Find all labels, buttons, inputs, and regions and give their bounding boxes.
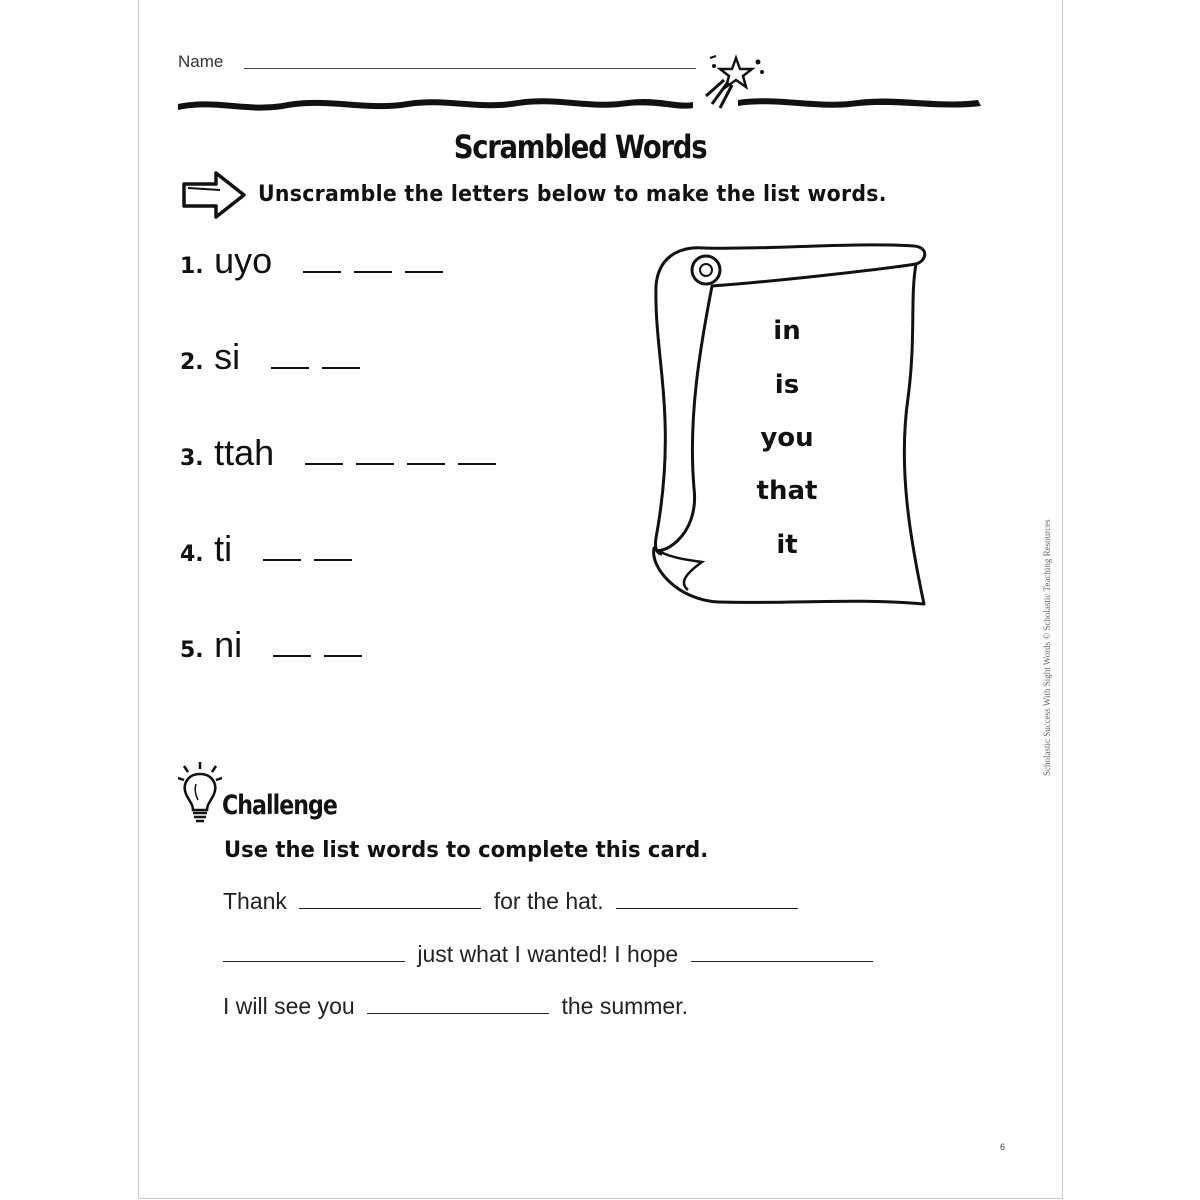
item-number: 2. [180, 350, 204, 375]
scrambled-letters: ttah [214, 432, 275, 473]
letter-blank[interactable] [324, 655, 362, 657]
answer-blanks[interactable] [273, 644, 375, 662]
card-text: just what I wanted! I hope [417, 941, 679, 967]
card-text: Thank [223, 888, 287, 914]
letter-blank[interactable] [273, 655, 311, 657]
name-field-line[interactable] [244, 68, 696, 69]
fill-in-blank[interactable] [299, 908, 481, 909]
card-text: for the hat. [493, 888, 604, 914]
card-line-2 [223, 941, 879, 968]
answer-blanks[interactable] [305, 452, 509, 470]
card-line-1 [223, 888, 804, 915]
letter-blank[interactable] [407, 463, 445, 465]
letter-blank[interactable] [356, 463, 394, 465]
scrambled-letters: ni [214, 624, 243, 665]
fill-in-blank[interactable] [691, 961, 873, 962]
letter-blank[interactable] [263, 559, 301, 561]
letter-blank[interactable] [303, 271, 341, 273]
word-list-item: is [774, 370, 800, 400]
scramble-item-5 [180, 624, 375, 674]
word-list-item: in [773, 316, 801, 346]
card-line-3 [223, 993, 688, 1020]
answer-blanks[interactable] [271, 356, 373, 374]
item-number: 1. [180, 254, 204, 279]
word-list-item: you [760, 423, 814, 453]
scrambled-letters: si [214, 336, 241, 377]
letter-blank[interactable] [314, 559, 352, 561]
lightbulb-icon [178, 760, 222, 826]
instructions-text: Unscramble the letters below to make the list words. [258, 182, 887, 207]
letter-blank[interactable] [405, 271, 443, 273]
word-list-item: it [776, 530, 798, 560]
header-wavy-rule [178, 88, 984, 118]
letter-blank[interactable] [354, 271, 392, 273]
page-title: Scrambled Words [453, 128, 707, 166]
letter-blank[interactable] [305, 463, 343, 465]
letter-blank[interactable] [271, 367, 309, 369]
fill-in-blank[interactable] [223, 961, 405, 962]
card-text: I will see you [223, 993, 355, 1019]
page-number: 6 [1000, 1142, 1006, 1152]
fill-in-blank[interactable] [616, 908, 798, 909]
scramble-item-4 [180, 528, 365, 578]
scramble-item-3 [180, 432, 509, 482]
answer-blanks[interactable] [303, 260, 456, 278]
answer-blanks[interactable] [263, 548, 365, 566]
scramble-item-1 [180, 240, 456, 290]
arrow-right-icon [180, 170, 248, 220]
scrambled-letters: uyo [214, 240, 273, 281]
item-number: 3. [180, 446, 204, 471]
copyright-credit: Scholastic Success With Sight Words © Scholastic Teaching Resources [1042, 519, 1052, 776]
challenge-title: Challenge [222, 790, 337, 821]
item-number: 4. [180, 542, 204, 567]
name-label: Name [178, 52, 224, 71]
challenge-instructions: Use the list words to complete this card. [224, 838, 709, 863]
word-list-item: that [756, 476, 818, 506]
card-text: the summer. [561, 993, 688, 1019]
scrambled-letters: ti [214, 528, 233, 569]
letter-blank[interactable] [322, 367, 360, 369]
item-number: 5. [180, 638, 204, 663]
scramble-item-2 [180, 336, 373, 386]
fill-in-blank[interactable] [367, 1013, 549, 1014]
letter-blank[interactable] [458, 463, 496, 465]
